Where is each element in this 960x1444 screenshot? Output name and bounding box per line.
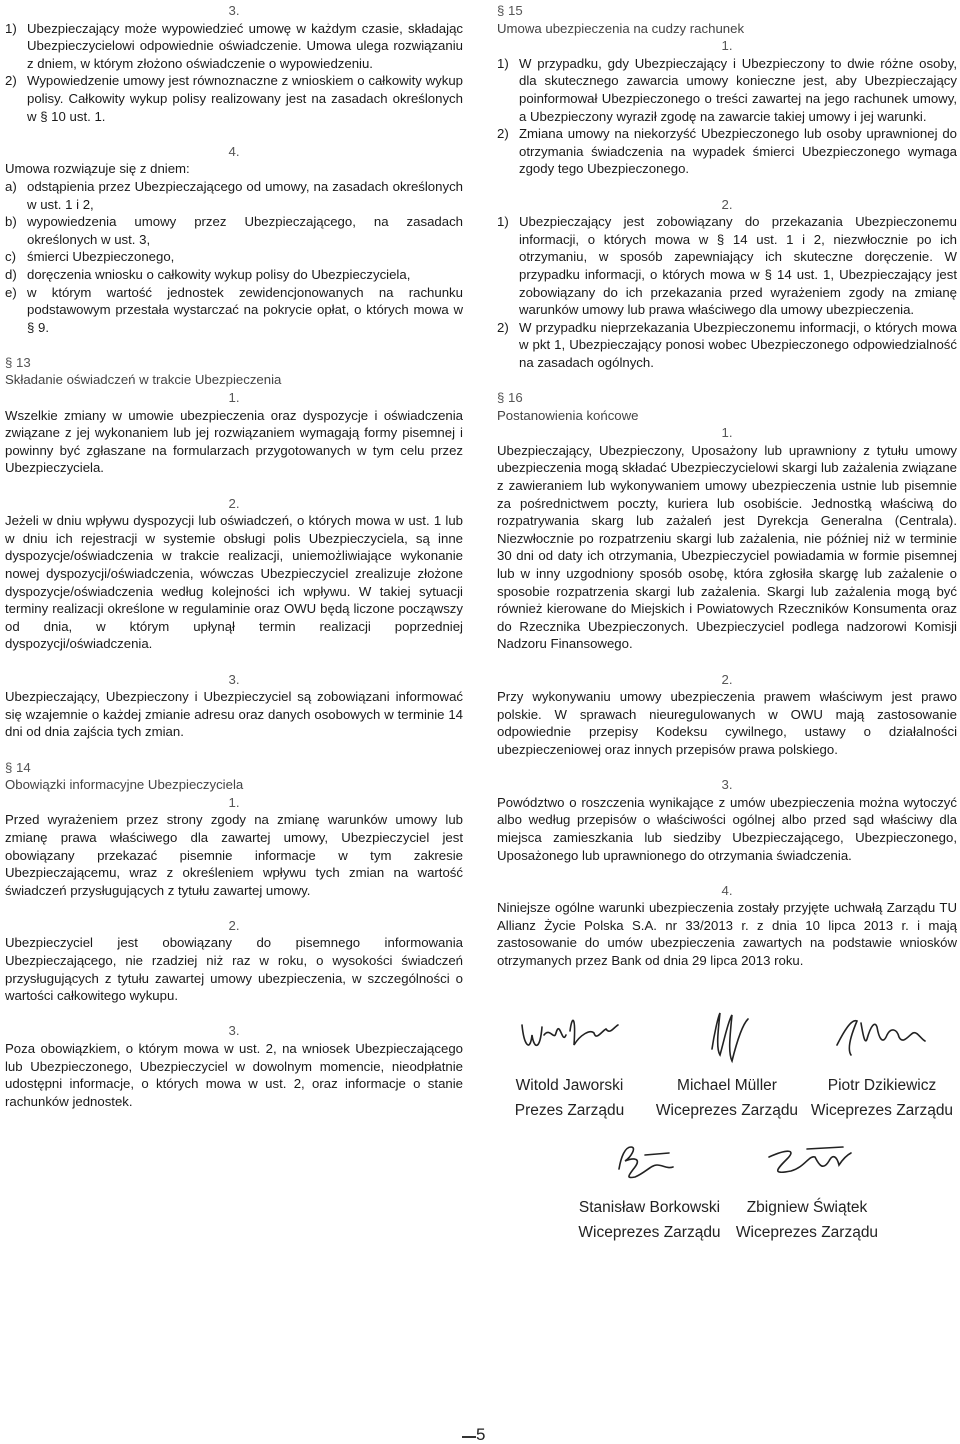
list-item-text: doręczenia wniosku o całkowity wykup polisy do Ubezpieczyciela,	[27, 266, 411, 282]
paragraph-number: 3.	[721, 777, 733, 793]
list-marker: 1)	[497, 214, 509, 230]
list-marker: 2)	[497, 126, 509, 142]
signatory-name: Piotr Dzikiewicz	[827, 1077, 937, 1094]
list-item	[5, 20, 463, 73]
signature-item	[497, 1005, 642, 1123]
paragraph-number: 3.	[228, 1023, 240, 1039]
section-title: Składanie oświadczeń w trakcie Ubezpieczenia	[5, 372, 282, 388]
paragraph-text: Ubezpieczający, Ubezpieczony, Uposażony lub uprawniony z tytułu umowy ubezpieczenia mogą składać Ubezpieczycielowi skargi lub zażalenia związane z zawieraniem lub wykonywaniem umowy ubezpieczenia ustnie lub pisemnie za pośrednictwem poczty, kuriera lub osobiście. Jednostką właściwą do rozpatrywania skarg lub zażaleń jest Dyrekcja Generalna (Centrala). Niezwłocznie po rozpatrzeniu skargi lub zażalenia, nie później niż w terminie 30 dni od daty ich otrzymania, Ubezpieczyciel powiadamia w formie pisemnej lub w inny uzgodniony sposób osobę, która zgłosiła skargę lub zażalenie o sposobie rozpatrzenia skargi lub zażalenia. Skargi lub zażalenia mogą być również kierowane do Miejskich i Powiatowych Rzeczników Konsumenta oraz do Rzecznika Ubezpieczonych. Ubezpieczyciel podlega nadzorowi Komisji Nadzoru Finansowego.	[497, 442, 957, 652]
handwritten-signature-icon	[817, 1005, 947, 1067]
signature-item	[572, 1135, 727, 1245]
paragraph-number: 4.	[228, 143, 240, 159]
paragraph-number: 3.	[228, 3, 240, 18]
signatory-name: Michael Müller	[677, 1077, 777, 1094]
signature-item	[652, 1005, 802, 1123]
signatory-role: Wiceprezes Zarządu	[655, 1102, 799, 1119]
list-item	[5, 248, 463, 266]
list-item-text: W przypadku nieprzekazania Ubezpieczonemu informacji, o których mowa w pkt 1, Ubezpieczający ponosi wobec Ubezpieczonego odpowiedzialność na zasadach ogólnych.	[519, 319, 957, 370]
list-item-text: śmierci Ubezpieczonego,	[27, 249, 175, 265]
list-item-text: W przypadku, gdy Ubezpieczający i Ubezpieczony to dwie różne osoby, dla skutecznego zawarcia umowy konieczne jest, aby Ubezpieczający poinformował Ubezpieczonego o treści zawartej na jego rachunek umowy, a Ubezpieczony wyraził zgodę na zawarcie takiej umowy i jej warunki.	[519, 55, 957, 124]
signature-block	[497, 1005, 957, 1255]
list-marker: c)	[5, 249, 16, 265]
signatory-name: Stanisław Borkowski	[578, 1199, 721, 1216]
list-item-text: w którym wartość jednostek zewidencjonowanych na rachunku podstawowym przestała wystarczać na pokrycie opłat, o których mowa w § 9.	[27, 284, 463, 335]
paragraph-text: Wszelkie zmiany w umowie ubezpieczenia oraz dyspozycje i oświadczenia związane z jej wykonaniem lub jej rozwiązaniem wymagają formy pisemnej i powinny być zgłaszane na formularzach przygotowanych w tym celu przez Ubezpieczyciela.	[5, 407, 463, 476]
paragraph-number: 1.	[721, 38, 733, 54]
paragraph-text: Ubezpieczyciel jest obowiązany do pisemnego informowania Ubezpieczającego, nie rzadziej niż raz w roku, o wysokości świadczeń przysługujących z tytułu zawartej umowy ubezpieczenia, w szczególności o wartości całkowitego wykupu.	[5, 935, 463, 1004]
list-marker: a)	[5, 178, 17, 194]
list-marker: b)	[5, 214, 17, 230]
section-title: Umowa ubezpieczenia na cudzy rachunek	[497, 20, 745, 36]
paragraph-number: 1.	[228, 390, 240, 406]
section-number: § 14	[5, 759, 31, 775]
list-marker: d)	[5, 266, 17, 282]
list-item	[5, 213, 463, 248]
list-item	[497, 319, 957, 372]
paragraph-number: 1.	[228, 794, 240, 810]
page-number: 5	[476, 1425, 486, 1444]
list-item	[5, 266, 463, 284]
paragraph-text: Poza obowiązkiem, o którym mowa w ust. 2, na wniosek Ubezpieczającego lub Ubezpieczonego, Ubezpieczyciel w dowolnym momencie, nieodpłatnie udostępni informacje, o których mowa w ust. 2, oraz informacje o stanie rachunków jednostek.	[5, 1041, 463, 1109]
numbered-list	[497, 55, 957, 178]
paragraph-text: Jeżeli w dniu wpływu dyspozycji lub oświadczeń, o których mowa w ust. 1 lub w dniu ich rejestracji w systemie obsługi polis Ubezpieczyciela, są inne dyspozycje/oświadczenia w trakcie realizacji, uniemożliwiające wykonanie nowej dyspozycji/oświadczenia, wówczas Ubezpieczyciel zrealizuje złożone dyspozycje/oświadczenia według kolejności ich wpływu. W takiej sytuacji terminy realizacji określone w regulaminie oraz OWU będą liczone począwszy od dnia, w którym upłynął termin realizacji poprzedniej dyspozycji/oświadczenia.	[5, 513, 463, 652]
list-item	[497, 213, 957, 319]
paragraph-number: 3.	[228, 671, 240, 687]
signatory-role: Prezes Zarządu	[514, 1102, 625, 1119]
list-marker: 1)	[497, 55, 509, 71]
numbered-list	[497, 213, 957, 371]
list-marker: 2)	[497, 319, 509, 335]
paragraph-number: 2.	[721, 196, 733, 212]
signatory-name: Witold Jaworski	[515, 1077, 624, 1094]
signatory-role: Wiceprezes Zarządu	[578, 1224, 721, 1241]
footer-dash	[462, 1436, 476, 1438]
list-item-text: Ubezpieczający jest zobowiązany do przekazania Ubezpieczonemu informacji, o których mowa w § 14 ust. 1 i 2, niezwłocznie po ich otrzymaniu, w sposób zapewniający ich skuteczne doręczenie. W przypadku informacji, o których mowa w § 14 ust. 1, Ubezpieczający jest zobowiązany do ich przekazania przed wyrażeniem zgody na zmianę warunków umowy lub prawa właściwego dla umowy ubezpieczenia.	[519, 214, 957, 318]
left-column	[5, 2, 463, 1110]
right-column	[497, 2, 957, 970]
numbered-list	[5, 20, 463, 126]
paragraph-text: Niniejsze ogólne warunki ubezpieczenia zostały przyjęte uchwałą Zarządu TU Allianz Życie Polska S.A. nr 33/2013 r. z dnia 10 lipca 2013 r. i mają zastosowanie do umów ubezpieczenia zawartych na podstawie wniosków otrzymanych przez Bank od dnia 29 lipca 2013 roku.	[497, 900, 957, 969]
section-number: § 13	[5, 354, 31, 370]
list-marker: 1)	[5, 20, 17, 36]
paragraph-intro: Umowa rozwiązuje się z dniem:	[5, 161, 190, 177]
handwritten-signature-icon	[747, 1135, 867, 1189]
list-item-text: Wypowiedzenie umowy jest równoznaczne z wnioskiem o całkowity wykup polisy. Całkowity wykup polisy realizowany jest na zasadach określonych w § 10 ust. 1.	[27, 73, 463, 124]
signature-item	[732, 1135, 882, 1245]
paragraph-number: 2.	[228, 495, 240, 511]
list-item-text: Ubezpieczający może wypowiedzieć umowę w każdym czasie, składając Ubezpieczycielowi odpowiednie oświadczenie. Umowa ulega rozwiązaniu z dniem, w którym złożono oświadczenie o wypowiedzeniu.	[27, 20, 463, 71]
handwritten-signature-icon	[672, 1005, 782, 1067]
signatory-role: Wiceprezes Zarządu	[735, 1224, 879, 1241]
paragraph-number: 1.	[721, 425, 733, 441]
list-item	[5, 72, 463, 125]
paragraph-text: Przy wykonywaniu umowy ubezpieczenia prawem właściwym jest prawo polskie. W sprawach nieuregulowanych w OWU mają zastosowanie odpowiednie przepisy Kodeksu cywilnego, ustawy o działalności ubezpieczeniowej oraz innych przepisów prawa polskiego.	[497, 689, 957, 757]
signatory-role: Wiceprezes Zarządu	[810, 1102, 954, 1119]
list-marker: 2)	[5, 73, 17, 89]
paragraph-text: Przed wyrażeniem przez strony zgody na zmianę warunków umowy lub zmianę prawa właściwego dla zawartej umowy, Ubezpieczyciel jest obowiązany przekazać pisemnie informacje w tym zakresie Ubezpieczającemu, wraz z określeniem wpływu tych zmian na wartość świadczeń przysługujących z tytułu zawartej umowy.	[5, 812, 463, 898]
list-item-text: wypowiedzenia umowy przez Ubezpieczającego, na zasadach określonych w ust. 3,	[27, 214, 463, 247]
handwritten-signature-icon	[510, 1005, 630, 1067]
list-item	[5, 178, 463, 213]
list-item-text: Zmiana umowy na niekorzyść Ubezpieczonego lub osoby uprawnionej do otrzymania świadczenia na wypadek śmierci Ubezpieczonego wymaga zgody tego Ubezpieczonego.	[519, 126, 957, 177]
signatory-name: Zbigniew Świątek	[746, 1199, 868, 1216]
signature-item	[807, 1005, 957, 1123]
paragraph-number: 4.	[721, 882, 733, 898]
section-title: Postanowienia końcowe	[497, 407, 639, 423]
handwritten-signature-icon	[595, 1135, 705, 1189]
list-item	[497, 125, 957, 178]
section-number: § 16	[497, 390, 523, 406]
lettered-list	[5, 178, 463, 336]
paragraph-text: Ubezpieczający, Ubezpieczony i Ubezpieczyciel są zobowiązani informować się wzajemnie o każdej zmianie adresu oraz danych osobowych w terminie 14 dni od dnia zajścia tych zmian.	[5, 689, 463, 740]
list-item-text: odstąpienia przez Ubezpieczającego od umowy, na zasadach określonych w ust. 1 i 2,	[27, 178, 463, 212]
list-marker: e)	[5, 284, 17, 300]
paragraph-number: 2.	[721, 671, 733, 687]
list-item	[5, 284, 463, 337]
section-title: Obowiązki informacyjne Ubezpieczyciela	[5, 777, 244, 793]
paragraph-text: Powództwo o roszczenia wynikające z umów ubezpieczenia można wytoczyć albo według przepisów o właściwości ogólnej albo przed sąd właściwy dla miejsca zamieszkania lub siedziby Ubezpieczającego, Ubezpieczonego, Uposażonego lub uprawnionego do otrzymania świadczenia.	[497, 794, 957, 863]
paragraph-number: 2.	[228, 917, 240, 933]
section-number: § 15	[497, 3, 523, 18]
list-item	[497, 55, 957, 125]
